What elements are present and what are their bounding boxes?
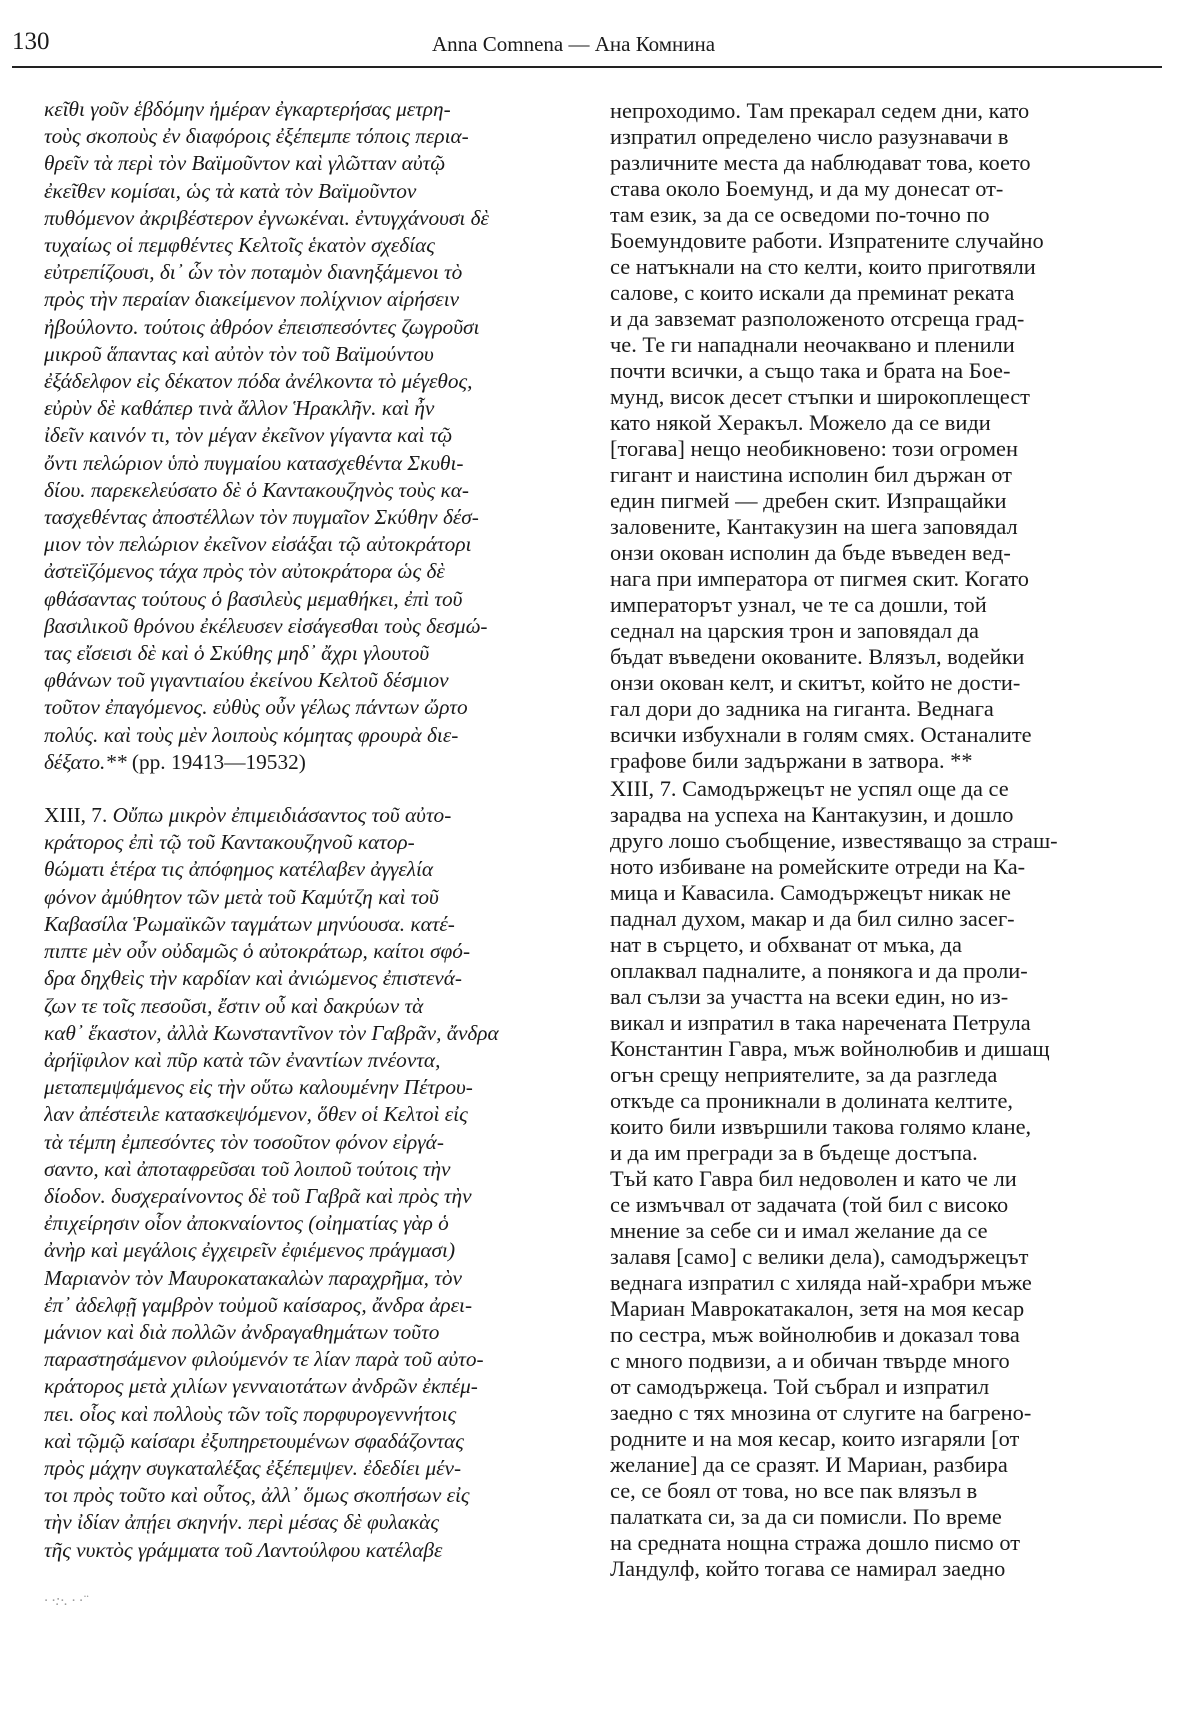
text-line: изпратил определено число разузнавачи в bbox=[610, 124, 1009, 149]
text-line: един пигмей — дребен скит. Изпращайки bbox=[610, 488, 1007, 513]
text-line: салове, с които искали да преминат реката bbox=[610, 280, 1015, 305]
text-line: τὴν ἰδίαν ἀπῄει σκηνήν. περὶ μέσας δὲ φυλακὰς bbox=[44, 1510, 439, 1535]
text-line: καθ᾽ ἕκαστον, ἀλλὰ Κωνσταντῖνον τὸν Γαβρᾶν, ἄνδρα bbox=[44, 1020, 499, 1045]
text-line: като някой Херакъл. Можело да се види bbox=[610, 410, 991, 435]
text-line: огън срещу неприятелите, за да разгледа bbox=[610, 1062, 998, 1087]
text-line: мунд, висок десет стъпки и широкоплещест bbox=[610, 384, 1030, 409]
paragraph-gap bbox=[44, 776, 604, 802]
bulgarian-paragraph-2 bbox=[610, 776, 1163, 1582]
text-line: πρὸς τὴν περαίαν διακείμενον πολίχνιον αἱρήσειν bbox=[44, 287, 460, 312]
text-line: πυθόμενον ἀκριβέστερον ἐγνωκέναι. ἐντυγχάνουσι δὲ bbox=[44, 205, 489, 230]
greek-paragraph-2-lines bbox=[44, 829, 604, 1563]
text-line: ὄντι πελώριον ὑπὸ πυγμαίου κατασχεθέντα Σκυθι- bbox=[44, 450, 464, 475]
text-line: ἰδεῖν καινόν τι, τὸν μέγαν ἐκεῖνον γίγαντα καὶ τῷ bbox=[44, 423, 453, 448]
text-line: δίοδον. δυσχεραίνοντος δὲ τοῦ Γαβρᾶ καὶ πρὸς τὴν bbox=[44, 1183, 472, 1208]
text-line: мнение за себе си и имал желание да се bbox=[610, 1218, 988, 1243]
text-line: откъде са проникнали в долината келтите, bbox=[610, 1088, 1013, 1113]
greek-paragraph-2 bbox=[44, 802, 604, 1564]
text-line: τοῦτον ἐπαγόμενος. εὐθὺς οὖν γέλως πάντων ὤρτο bbox=[44, 695, 468, 720]
text-line: ἐπιχείρησιν οἷον ἀποκναίοντος (οἰηματίας γὰρ ὁ bbox=[44, 1211, 449, 1236]
text-line: и да им прегради за в бъдеще достъпа. bbox=[610, 1140, 978, 1165]
text-line: паднал духом, макар и да бил силно засег- bbox=[610, 906, 1015, 931]
text-line: се натъкнали на сто келти, които приготвяли bbox=[610, 254, 1036, 279]
text-line: τασχεθέντας ἀποστέλλων τὸν πυγμαῖον Σκύθην δέσ- bbox=[44, 505, 479, 530]
text-line: βασιλικοῦ θρόνου ἐκέλευσεν εἰσάγεσθαι τοὺς δεσμώ- bbox=[44, 613, 488, 638]
text-line: седнал на царския трон и заповядал да bbox=[610, 618, 979, 643]
text-line: μάνιον καὶ διὰ πολλῶν ἀνδραγαθημάτων τοῦτο bbox=[44, 1319, 440, 1344]
text-line: там език, за да се осведоми по-точно по bbox=[610, 202, 990, 227]
text-line: φόνον ἀμύθητον τῶν μετὰ τοῦ Καμύτζη καὶ τοῦ bbox=[44, 884, 439, 909]
text-line: палатката си, за да си помисли. По време bbox=[610, 1504, 1002, 1529]
text-line: ἀρήϊφιλον καὶ πῦρ κατὰ τῶν ἐναντίων πνέοντα, bbox=[44, 1047, 441, 1072]
page-marker: · ·:·. · ·̈ bbox=[44, 1592, 83, 1609]
chapter-reference: XIII, 7. bbox=[44, 803, 113, 828]
bulgarian-paragraph-1 bbox=[610, 98, 1163, 774]
text-line: φθάνων τοῦ γιγαντιαίου ἐκείνου Κελτοῦ δέσμιον bbox=[44, 668, 449, 693]
text-line: Константин Гавра, мъж войнолюбив и дишащ bbox=[610, 1036, 1050, 1061]
text-line: родните и на моя кесар, които изгаряли [от bbox=[610, 1426, 1020, 1451]
text-line: δίου. παρεκελεύσατο δὲ ὁ Καντακουζηνὸς τοὺς κα- bbox=[44, 477, 469, 502]
text-line: зарадва на успеха на Кантакузин, и дошло bbox=[610, 802, 1014, 827]
text-line: θώματι ἑτέρα τις ἀπόφημος κατέλαβεν ἀγγελία bbox=[44, 857, 434, 882]
text-line: залавя [само] с велики дела), самодържецът bbox=[610, 1244, 1029, 1269]
text-line: онзи окован келт, и скитът, който не дости- bbox=[610, 670, 1021, 695]
text-line: Мариан Маврокатакалон, зетя на моя кесар bbox=[610, 1296, 1025, 1321]
text-line: всички избухнали в голям смях. Останалите bbox=[610, 722, 1032, 747]
text-line: τοὺς σκοποὺς ἐν διαφόροις ἐξέπεμπε τόποις περια- bbox=[44, 124, 469, 149]
text-line: τοι πρὸς τοῦτο καὶ οὗτος, ἀλλ᾽ ὅμως σκοπήσων εἰς bbox=[44, 1483, 470, 1508]
text-line: ното избиване на ромейските отреди на Ка- bbox=[610, 854, 1026, 879]
greek-paragraph-1-lines bbox=[44, 96, 604, 749]
text-line: σαντο, καὶ ἀποταφρεῦσαι τοῦ λοιποῦ τούτοις τὴν bbox=[44, 1156, 451, 1181]
text-line: непроходимо. Там прекарал седем дни, като bbox=[610, 98, 1030, 123]
text-line: τας εἴσεισι δὲ καὶ ὁ Σκύθης μηδ᾽ ἄχρι γλουτοῦ bbox=[44, 641, 430, 666]
text-line: ἀνὴρ καὶ μεγάλοις ἐγχειρεῖν ἐφιέμενος πράγμασι) bbox=[44, 1238, 456, 1263]
greek-last-line: δέξατο.** bbox=[44, 749, 132, 774]
page-number: 130 bbox=[12, 28, 50, 55]
text-line: Боемундовите работи. Изпратените случайно bbox=[610, 228, 1044, 253]
text-line: Μαριανὸν τὸν Μαυροκατακαλὼν παραχρῆμα, τὸν bbox=[44, 1265, 463, 1290]
text-line: става около Боемунд, и да му донесат от- bbox=[610, 176, 1004, 201]
text-line: графове били задържани в затвора. ** bbox=[610, 748, 973, 773]
text-line: които били извършили такова голямо клане, bbox=[610, 1114, 1032, 1139]
text-line: Ландулф, който тогава се намирал заедно bbox=[610, 1556, 1006, 1581]
text-line: θρεῖν τὰ περὶ τὸν Βαϊμοῦντον καὶ γλῶτταν αὐτῷ bbox=[44, 151, 446, 176]
greek-first-line: Οὔπω μικρὸν ἐπιμειδιάσαντος τοῦ αὐτο- bbox=[112, 803, 452, 828]
text-line: и да завземат разположеното отсреща град- bbox=[610, 306, 1025, 331]
header-rule bbox=[12, 66, 1162, 68]
text-line: κράτορος ἐπὶ τῷ τοῦ Καντακουζηνοῦ κατορ- bbox=[44, 830, 415, 855]
text-line: викал и изпратил в така наречената Петрула bbox=[610, 1010, 1031, 1035]
text-line: се измъчвал от задачата (той бил с високо bbox=[610, 1192, 1009, 1217]
text-line: παραστησάμενον φιλούμενόν τε λίαν παρὰ τοῦ αὐτο- bbox=[44, 1347, 484, 1372]
page-citation: (pp. 19413—19532) bbox=[131, 749, 306, 774]
text-line: желание] да се сразят. И Мариан, разбира bbox=[610, 1452, 1008, 1477]
text-line: [тогава] нещо необикновено: този огромен bbox=[610, 436, 1018, 461]
text-line: на средната нощна стража дошло писмо от bbox=[610, 1530, 1021, 1555]
text-line: ἐπ᾽ ἀδελφῇ γαμβρὸν τοὐμοῦ καίσαρος, ἄνδρα ἀρει- bbox=[44, 1292, 473, 1317]
text-line: κεῖθι γοῦν ἑβδόμην ἡμέραν ἐγκαρτερήσας μετρη- bbox=[44, 97, 451, 121]
text-line: различните места да наблюдават това, което bbox=[610, 150, 1031, 175]
text-line: Καβασίλα Ῥωμαϊκῶν ταγμάτων μηνύουσα. κατέ- bbox=[44, 911, 455, 936]
text-line: от самодържеца. Той събрал и изпратил bbox=[610, 1374, 990, 1399]
text-line: с много подвизи, а и обичан твърде много bbox=[610, 1348, 1010, 1373]
bulgarian-text-column bbox=[610, 98, 1163, 1582]
text-line: се, се боял от това, но все пак влязъл в bbox=[610, 1478, 978, 1503]
text-line: заедно с тях мнозина от слугите на багрено- bbox=[610, 1400, 1032, 1425]
text-line: μεταπεμψάμενος εἰς τὴν οὕτω καλουμένην Πέτρου- bbox=[44, 1075, 473, 1100]
text-line: πολύς. καὶ τοὺς μὲν λοιποὺς κόμητας φρουρὰ διε- bbox=[44, 722, 459, 747]
text-line: оплаквал падналите, а понякога и да проли- bbox=[610, 958, 1028, 983]
greek-text-column bbox=[44, 96, 604, 1615]
text-line: ἀστεϊζόμενος τάχα πρὸς τὸν αὐτοκράτορα ὡς δὲ bbox=[44, 559, 445, 584]
text-line: веднага изпратил с хиляда най-храбри мъже bbox=[610, 1270, 1032, 1295]
text-line: δρα δηχθεὶς τὴν καρδίαν καὶ ἀνιώμενος ἐπιστενά- bbox=[44, 966, 462, 991]
text-line: πει. οἷος καὶ πολλοὺς τῶν τοῖς πορφυρογεννήτοις bbox=[44, 1401, 457, 1426]
text-line: Тъй като Гавра бил недоволен и като че ли bbox=[610, 1166, 1017, 1191]
text-line: друго лошо съобщение, известяващо за страш- bbox=[610, 828, 1058, 853]
text-line: по сестра, мъж войнолюбив и доказал това bbox=[610, 1322, 1020, 1347]
text-line: ἐκεῖθεν κομίσαι, ὡς τὰ κατὰ τὸν Βαϊμοῦντον bbox=[44, 178, 417, 203]
text-line: μιον τὸν πελώριον ἐκεῖνον εἰσάξαι τῷ αὐτοκράτορι bbox=[44, 532, 472, 557]
text-line: πρὸς μάχην συγκαταλέξας ἐξέπεμψεν. ἐδεδίει μέν- bbox=[44, 1455, 462, 1480]
text-line: гал дори до задника на гиганта. Веднага bbox=[610, 696, 994, 721]
text-line: нат в сърцето, и обхванат от мъка, да bbox=[610, 932, 962, 957]
text-line: ἠβούλοντο. τούτοις ἀθρόον ἐπεισπεσόντες ζωγροῦσι bbox=[44, 314, 480, 339]
greek-paragraph-1 bbox=[44, 96, 604, 776]
running-title: Anna Comnena — Ана Комнина bbox=[432, 32, 716, 56]
text-line: ἐξάδελφον εἰς δέκατον πόδα ἀνέλκοντα τὸ μέγεθος, bbox=[44, 369, 473, 394]
text-line: εὐτρεπίζουσι, δι᾽ ὧν τὸν ποταμὸν διανηξάμενοι τὸ bbox=[44, 260, 463, 285]
greek-paragraph-2-start bbox=[44, 802, 604, 829]
text-line: λαν ἀπέστειλε κατασκεψόμενον, ὅθεν οἱ Κελτοὶ εἰς bbox=[44, 1102, 468, 1127]
text-line: нага при императора от пигмея скит. Когато bbox=[610, 566, 1029, 591]
text-line: τῆς νυκτὸς γράμματα τοῦ Λαντούλφου κατέλαβε bbox=[44, 1537, 443, 1562]
text-line: φθάσαντας τούτους ὁ βασιλεὺς μεμαθήκει, ἐπὶ τοῦ bbox=[44, 586, 463, 611]
text-line: XIII, 7. Самодържецът не успял още да се bbox=[610, 776, 1009, 801]
text-line: бъдат въведени окованите. Влязъл, водейки bbox=[610, 644, 1025, 669]
text-line: τὰ τέμπη ἐμπεσόντες τὸν τοσοῦτον φόνον εἰργά- bbox=[44, 1129, 444, 1154]
text-line: гигант и наистина исполин бил държан от bbox=[610, 462, 1012, 487]
text-line: καὶ τῷμῷ καίσαρι ἐξυπηρετουμένων σφαδάζοντας bbox=[44, 1428, 464, 1453]
greek-paragraph-1-end bbox=[44, 749, 604, 776]
text-line: εὐρὺν δὲ καθάπερ τινὰ ἄλλον Ἡρακλῆν. καὶ ἦν bbox=[44, 396, 435, 421]
text-line: че. Те ги нападнали неочаквано и пленили bbox=[610, 332, 1015, 357]
text-line: императорът узнал, че те са дошли, той bbox=[610, 592, 987, 617]
text-line: μικροῦ ἅπαντας καὶ αὐτὸν τὸν τοῦ Βαϊμούντου bbox=[44, 341, 434, 366]
text-line: τυχαίως οἱ πεμφθέντες Κελτοῖς ἑκατὸν σχεδίας bbox=[44, 233, 435, 258]
text-line: πιπτε μὲν οὖν οὐδαμῶς ὁ αὐτοκράτωρ, καίτοι σφό- bbox=[44, 939, 471, 964]
text-line: κράτορος μετὰ χιλίων γενναιοτάτων ἀνδρῶν ἐκπέμ- bbox=[44, 1374, 478, 1399]
page-header bbox=[12, 28, 1162, 64]
text-line: мица и Кавасила. Самодържецът никак не bbox=[610, 880, 1011, 905]
text-line: почти всички, а също така и брата на Бое- bbox=[610, 358, 1011, 383]
text-line: онзи окован исполин да бъде въведен вед- bbox=[610, 540, 1011, 565]
text-line: вал сълзи за участта на всеки един, но из- bbox=[610, 984, 1009, 1009]
text-line: заловените, Кантакузин на шега заповядал bbox=[610, 514, 1018, 539]
text-line: ζων τε τοῖς πεσοῦσι, ἔστιν οὗ καὶ δακρύων τὰ bbox=[44, 993, 424, 1018]
